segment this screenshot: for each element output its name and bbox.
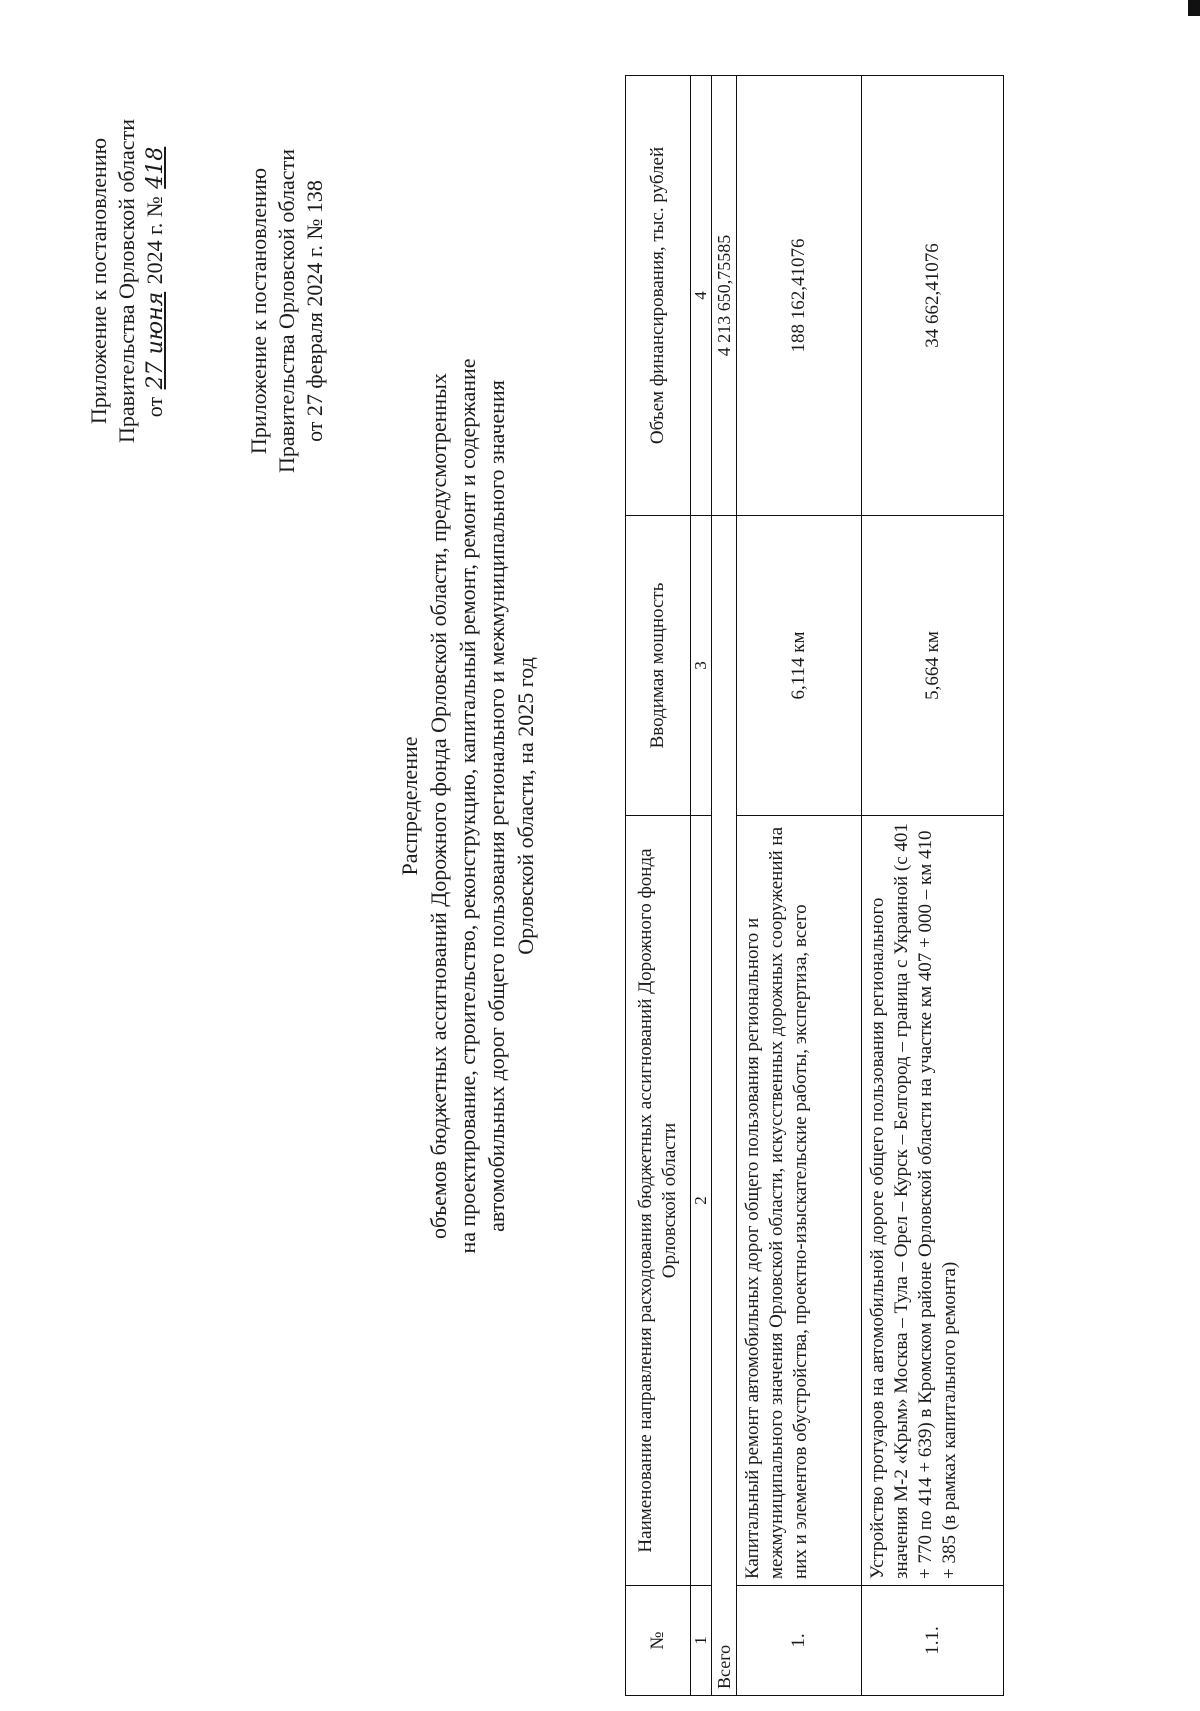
header-capacity: Вводимая мощность	[626, 516, 691, 816]
appendix-original-block	[245, 71, 329, 551]
table-header-row	[626, 76, 691, 1696]
date-prefix: от	[142, 396, 167, 418]
row-amount: 188 162,41076	[737, 76, 862, 516]
row-number: 1.1.	[862, 1586, 1004, 1696]
total-row	[712, 76, 737, 1696]
row-number: 1.	[737, 1586, 862, 1696]
header-name: Наименование направления расходования бюджетных ассигнований Дорожного фонда Орловской области	[626, 816, 691, 1586]
appendix-current-line1: Приложение к постановлению	[86, 137, 111, 425]
table-row	[862, 76, 1004, 1696]
title-line2: объемов бюджетных ассигнований Дорожного фонда Орловской области, предусмотренных	[426, 373, 451, 1239]
handwritten-number: 418	[143, 146, 168, 189]
document-title	[395, 181, 540, 1431]
header-number: №	[626, 1586, 691, 1696]
column-number-row	[691, 76, 712, 1696]
title-line5: Орловской области, на 2025 год	[513, 657, 538, 955]
allocation-table	[625, 75, 1004, 1696]
date-suffix: 2024 г. №	[142, 196, 167, 285]
column-number: 4	[691, 76, 712, 516]
appendix-original-line1: Приложение к постановлению	[246, 167, 271, 455]
title-line3: на проектирование, строительство, реконструкцию, капитальный ремонт, ремонт и содержание	[455, 358, 480, 1254]
column-number: 2	[691, 816, 712, 1586]
header-amount: Объем финансирования, тыс. рублей	[626, 76, 691, 516]
row-capacity: 6,114 км	[737, 516, 862, 816]
appendix-original-line2: Правительства Орловской области	[274, 149, 299, 473]
title-line1: Распределение	[397, 736, 422, 876]
appendix-current-block	[85, 21, 170, 541]
table-row	[737, 76, 862, 1696]
row-amount: 34 662,41076	[862, 76, 1004, 516]
appendix-original-line3: от 27 февраля 2024 г. № 138	[302, 180, 327, 442]
appendix-current-date-line	[141, 21, 170, 541]
total-value: 4 213 650,75585	[712, 76, 737, 516]
title-line4: автомобильных дорог общего пользования регионального и межмуниципального значения	[484, 380, 509, 1232]
column-number: 1	[691, 1586, 712, 1696]
row-name: Устройство тротуаров на автомобильной дороге общего пользования регионального значения М-2 «Крым» Москва – Тула – Орел – Курск – Белгород – граница с Украиной (с 401 + 770 по 414 + 639) в Кромском районе Орловской области на участке км 407 + 000 – км 410 + 385 (в рамках капитального ремонта)	[862, 816, 1004, 1586]
column-number: 3	[691, 516, 712, 816]
handwritten-date: 27 июня	[143, 291, 168, 390]
row-capacity: 5,664 км	[862, 516, 1004, 816]
appendix-current-line2: Правительства Орловской области	[114, 119, 139, 443]
row-name: Капитальный ремонт автомобильных дорог общего пользования регионального и межмуниципального значения Орловской области, искусственных дорожных сооружений на них и элементов обустройства, проектно-изыскательские работы, экспертиза, всего	[737, 816, 862, 1586]
total-label: Всего	[712, 516, 737, 1696]
